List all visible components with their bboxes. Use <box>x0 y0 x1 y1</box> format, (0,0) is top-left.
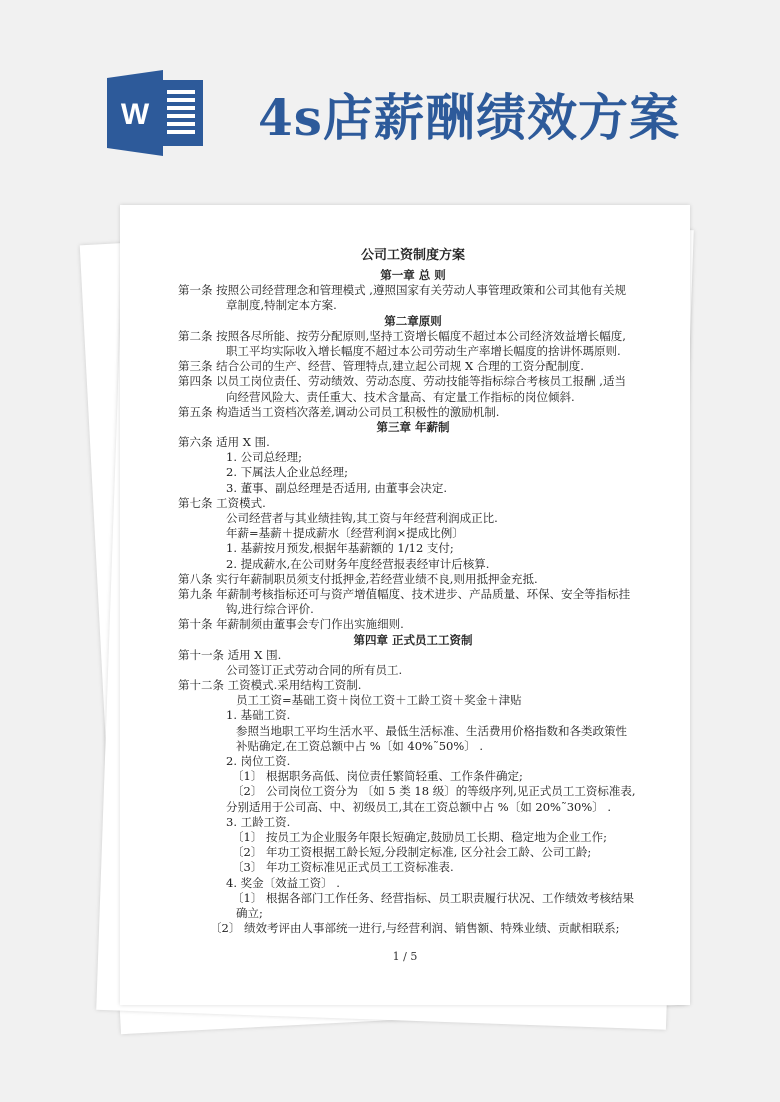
article-line: 第一条 按照公司经营理念和管理模式 ,遵照国家有关劳动人事管理政策和公司其他有关规 <box>178 283 626 298</box>
body-line: 向经营风险大、责任重大、技术含量高、有定量工作指标的岗位倾斜. <box>226 389 575 404</box>
body-line: 补贴确定,在工资总额中占 %〔如 40%˜50%〕 . <box>236 738 484 753</box>
word-logo-icon <box>105 68 205 158</box>
body-line: 〔1〕 根据职务高低、岗位责任繁简轻重、工作条件确定; <box>232 769 523 784</box>
article-line: 第五条 构造适当工资档次落差,调动公司员工积极性的激励机制. <box>178 404 500 419</box>
body-line: 钩,进行综合评价. <box>226 602 314 617</box>
banner <box>0 0 780 190</box>
logo-letter: W <box>120 98 150 131</box>
chapter-heading: 第三章 年薪制 <box>376 419 450 434</box>
document-body <box>178 246 648 936</box>
body-line: 4. 奖金〔效益工资〕 . <box>226 875 340 890</box>
body-line: 1. 基薪按月预发,根据年基薪额的 1/12 支付; <box>226 541 454 556</box>
article-line: 第七条 工资模式. <box>178 495 266 510</box>
article-line: 第二条 按照各尽所能、按劳分配原则,坚持工资增长幅度不超过本公司经济效益增长幅度, <box>178 328 626 343</box>
banner-title: 4s店薪酬绩效方案 <box>258 88 680 147</box>
article-line: 第十条 年薪制须由董事会专门作出实施细则. <box>178 617 404 632</box>
body-line: 2. 岗位工资. <box>226 754 291 768</box>
body-line: 〔2〕 年功工资根据工龄长短,分段制定标准, 区分社会工龄、公司工龄; <box>232 845 592 860</box>
body-line: 3. 工龄工资. <box>226 814 291 829</box>
body-line: 〔1〕 按员工为企业服务年限长短确定,鼓励员工长期、稳定地为企业工作; <box>232 829 607 844</box>
body-line: 2. 提成薪水,在公司财务年度经营报表经审计后核算. <box>226 556 490 571</box>
article-line: 第八条 实行年薪制职员须支付抵押金,若经营业绩不良,则用抵押金充抵. <box>178 571 538 586</box>
article-line: 第四条 以员工岗位责任、劳动绩效、劳动态度、劳动技能等指标综合考核员工报酬 ,适当 <box>178 374 626 389</box>
body-line: 〔3〕 年功工资标准见正式员工工资标准表. <box>232 860 454 875</box>
chapter-heading: 第二章原则 <box>384 313 442 328</box>
document-title: 公司工资制度方案 <box>360 248 465 263</box>
body-line: 分别适用于公司高、中、初级员工,其在工资总额中占 %〔如 20%˜30%〕 . <box>226 799 612 814</box>
body-line: 公司经营者与其业绩挂钩,其工资与年经营利润成正比. <box>226 511 498 525</box>
body-line: 年薪=基薪＋提成薪水〔经营利润×提成比例〕 <box>226 526 464 541</box>
body-line: 1. 公司总经理; <box>226 450 303 465</box>
body-line: 〔2〕 公司岗位工资分为 〔如 5 类 18 级〕的等级序列,见正式员工工资标准表, <box>232 784 636 799</box>
body-line: 2. 下属法人企业总经理; <box>226 465 349 480</box>
article-line: 第三条 结合公司的生产、经营、管理特点,建立起公司规 X 合理的工资分配制度. <box>178 359 584 374</box>
body-line: 参照当地职工平均生活水平、最低生活标准、生活费用价格指数和各类政策性 <box>236 723 627 738</box>
body-line: 员工工资=基础工资＋岗位工资＋工龄工资＋奖金＋津贴 <box>236 693 522 708</box>
body-line: 确立; <box>236 905 263 920</box>
page-number: 1 / 5 <box>392 950 418 963</box>
body-line: 〔1〕 根据各部门工作任务、经营指标、员工职责履行状况、工作绩效考核结果 <box>232 890 634 905</box>
article-line: 第十一条 适用 X 围. <box>178 647 282 662</box>
chapter-heading: 第一章 总 则 <box>380 268 446 282</box>
chapter-heading: 第四章 正式员工工资制 <box>353 632 473 647</box>
article-line: 第六条 适用 X 围. <box>178 435 270 450</box>
article-line: 第九条 年薪制考核指标还可与资产增值幅度、技术进步、产品质量、环保、安全等指标挂 <box>178 586 631 601</box>
body-line: 职工平均实际收入增长幅度不超过本公司劳动生产率增长幅度的捨讲怀瑪原则. <box>226 343 621 358</box>
body-line: 〔2〕 绩效考评由人事部统一进行,与经营利润、销售额、特殊业绩、贡献相联系; <box>210 921 620 936</box>
body-line: 1. 基础工资. <box>226 708 291 723</box>
article-line: 第十二条 工资模式.采用结构工资制. <box>178 678 362 693</box>
body-line: 3. 董事、副总经理是否适用, 由董事会决定. <box>226 480 448 495</box>
body-line: 章制度,特制定本方案. <box>226 298 337 313</box>
body-line: 公司签订正式劳动合同的所有员工. <box>226 662 403 677</box>
